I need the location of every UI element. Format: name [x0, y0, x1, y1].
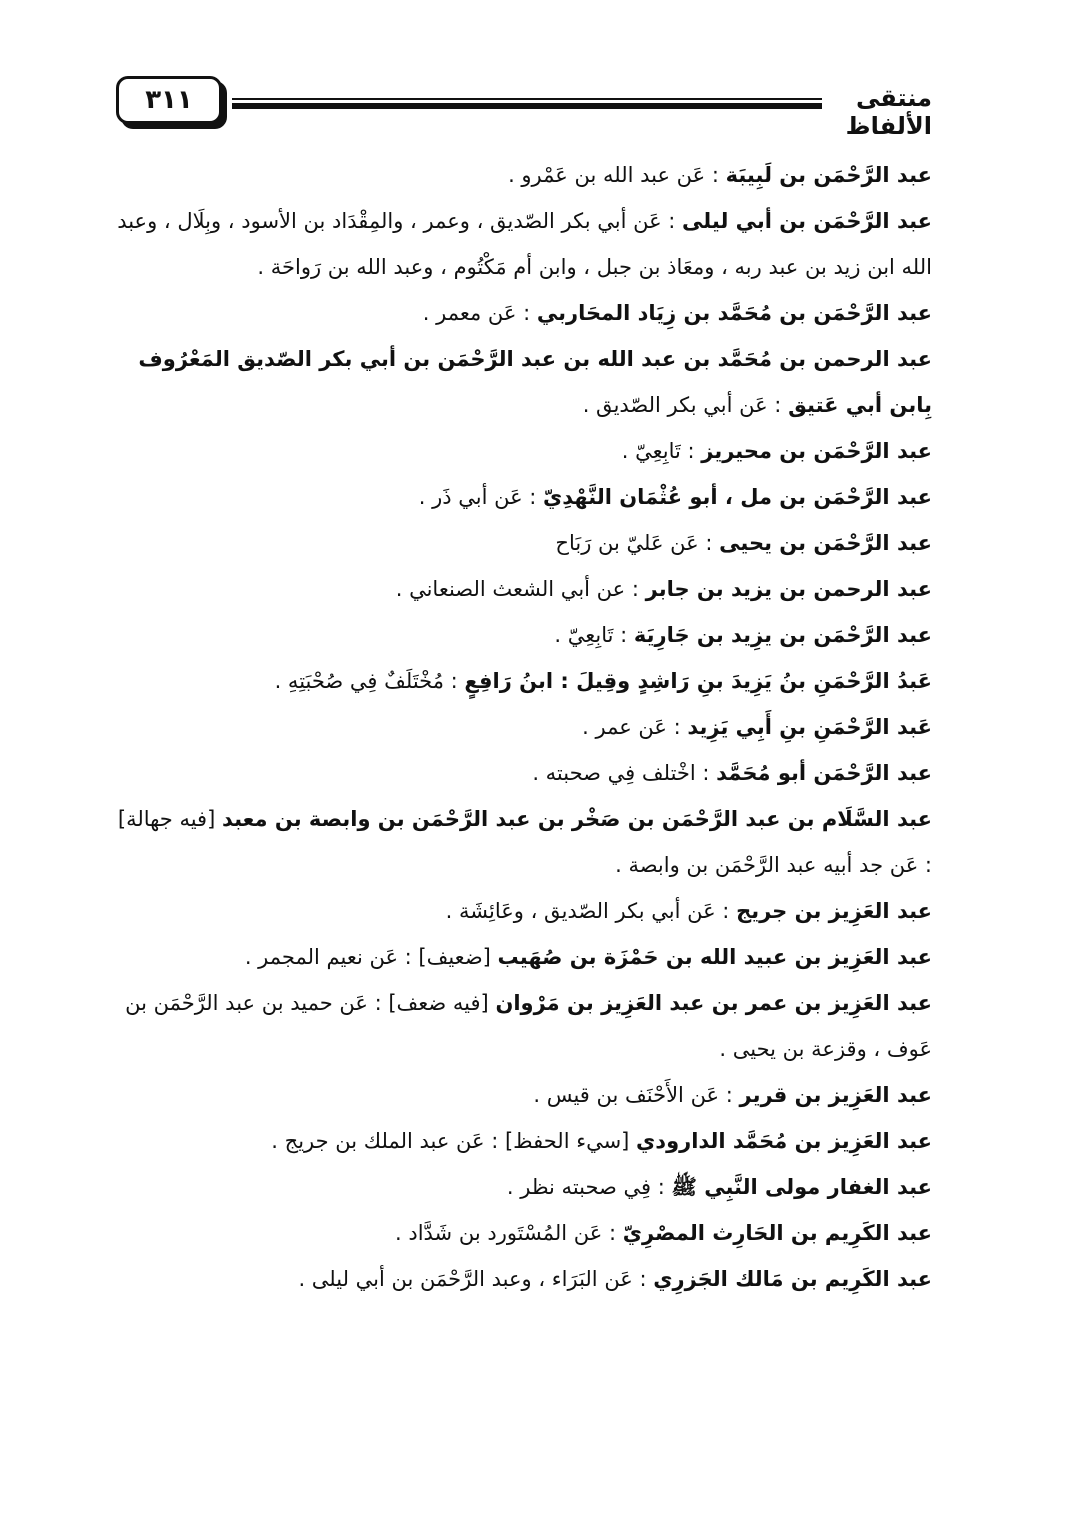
entry-text: : فِي صحبته نظر .: [506, 1175, 672, 1199]
entry: [112, 750, 932, 796]
entry-text: : عَن عمر .: [582, 715, 688, 739]
entry-name: عبد الكَرِيم بن مَالك الجَزرِي: [653, 1267, 932, 1291]
entry-name: عبد العَزِيز بن مُحَمَّد الدارودي: [636, 1129, 932, 1153]
entry-name: عبد العَزِيز بن عمر بن عبد العَزِيز بن مَرْوان: [495, 991, 932, 1015]
entry: [112, 566, 932, 612]
entry-name: عبد الرَّحْمَن بن محيريز: [701, 439, 932, 463]
entry-name: عبد الرحمن بن مُحَمَّد بن عبد الله بن عبد الرَّحْمَن بن أبي بكر الصّديق المَعْرُوف بِابن أبي عَتيق: [138, 347, 932, 417]
entry-text: [سيء الحفظ] : عَن عبد الملك بن جريج .: [271, 1129, 637, 1153]
entry: [112, 152, 932, 198]
entry-name: عبد الرَّحْمَن بن يحيى: [719, 531, 932, 555]
entry-text: : عَن أبي بكر الصّديق ، وعمر ، والمِقْدَاد بن الأسود ، وبِلَال ، وعبد الله ابن زيد بن عبد ربه ، ومعَاذ بن جبل ، وابن أم مَكْتُوم ، وعبد الله بن رَواحَة .: [117, 209, 932, 279]
entry: [112, 612, 932, 658]
entry-name: عبد السَّلَام بن عبد الرَّحْمَن بن صَخْر بن عبد الرَّحْمَن بن وابصة بن معبد: [221, 807, 932, 831]
page-header: [112, 72, 932, 140]
entry-name: عبد الغفار مولى النَّبِي ﷺ: [671, 1175, 932, 1199]
entry-text: [فيه جهالة] : عَن جد أبيه عبد الرَّحْمَن بن وابصة .: [117, 807, 932, 877]
entries-list: [112, 152, 932, 1302]
entry-text: : عَن معمر .: [422, 301, 537, 325]
entry: [112, 980, 932, 1072]
entry: [112, 1118, 932, 1164]
entry: [112, 520, 932, 566]
entry-text: [ضعيف] : عَن نعيم المجمر .: [244, 945, 498, 969]
entry-name: عَبدُ الرَّحْمَنِ بنُ يَزِيدَ بنِ رَاشِدٍ وقِيلَ : ابنُ رَافِعٍ: [464, 669, 932, 693]
page-number: ٣١١: [116, 76, 222, 124]
entry-name: عبد الكَرِيم بن الحَارِث المصْرِيّ: [622, 1221, 932, 1245]
entry-name: عبد الرَّحْمَن بن يزِيد بن جَارِيَة: [633, 623, 932, 647]
entry-text: : عَن أبي ذَر .: [418, 485, 544, 509]
entry: [112, 474, 932, 520]
entry-text: : عن أبي الشعث الصنعاني .: [395, 577, 646, 601]
entry: [112, 1164, 932, 1210]
entry-text: : عَن عبد الله بن عَمْرو .: [508, 163, 726, 187]
header-rule: [232, 98, 822, 110]
entry-name: عَبد الرَّحْمَنِ بنِ أَبِي يَزِيد: [687, 715, 932, 739]
entry: [112, 704, 932, 750]
entry-text: : عَن أبي بكر الصّديق .: [582, 393, 789, 417]
entry-name: عبد العَزِيز بن جريج: [736, 899, 932, 923]
entry-name: عبد الرَّحْمَن بن لَبِيبَة: [725, 163, 932, 187]
entry: [112, 198, 932, 290]
entry-text: [فيه ضعف] : عَن حميد بن عبد الرَّحْمَن بن عَوف ، وقزعة بن يحيى .: [125, 991, 932, 1061]
entry-text: : عَن المُسْتَورد بن شَدَّاد .: [395, 1221, 623, 1245]
header-rule-thick: [232, 103, 822, 109]
book-title: منتقى الألفاظ: [845, 84, 932, 140]
entry: [112, 428, 932, 474]
entry: [112, 888, 932, 934]
entry: [112, 1256, 932, 1302]
entry-text: : تَابِعِيّ .: [621, 439, 702, 463]
entry-name: عبد الرحمن بن يزيد بن جابر: [645, 577, 932, 601]
entry: [112, 1072, 932, 1118]
entry-name: عبد العَزِيز بن عبيد الله بن حَمْزَة بن صُهَيب: [497, 945, 932, 969]
entry: [112, 336, 932, 428]
entry-text: : عَن الأَحْنَف بن قيس .: [533, 1083, 740, 1107]
entry-text: : عَن عَليّ بن رَبَاح: [555, 531, 720, 555]
entry: [112, 1210, 932, 1256]
entry-name: عبد العَزِيز بن قرير: [739, 1083, 932, 1107]
entry-text: : تَابِعِيّ .: [554, 623, 634, 647]
entry-name: عبد الرَّحْمَن أبو مُحَمَّد: [716, 761, 932, 785]
header-rule-thin: [232, 98, 822, 100]
entry-text: : عَن البَرَاء ، وعبد الرَّحْمَن بن أبي ليلى .: [298, 1267, 654, 1291]
entry-text: : اخْتلف فِي صحبته .: [532, 761, 717, 785]
entry-name: عبد الرَّحْمَن بن مُحَمَّد بن زِيَاد المحَاربي: [536, 301, 932, 325]
entry: [112, 796, 932, 888]
entry-name: عبد الرَّحْمَن بن مل ، أبو عُثْمَان النَّهْدِيّ: [543, 485, 932, 509]
entry: [112, 934, 932, 980]
entry-text: : مُخْتَلَفٌ فِي صُحْبَتِهِ .: [274, 669, 465, 693]
entry-name: عبد الرَّحْمَن بن أبي ليلى: [682, 209, 932, 233]
entry: [112, 658, 932, 704]
entry: [112, 290, 932, 336]
entry-text: : عَن أبي بكر الصّديق ، وعَائِشَة .: [445, 899, 737, 923]
